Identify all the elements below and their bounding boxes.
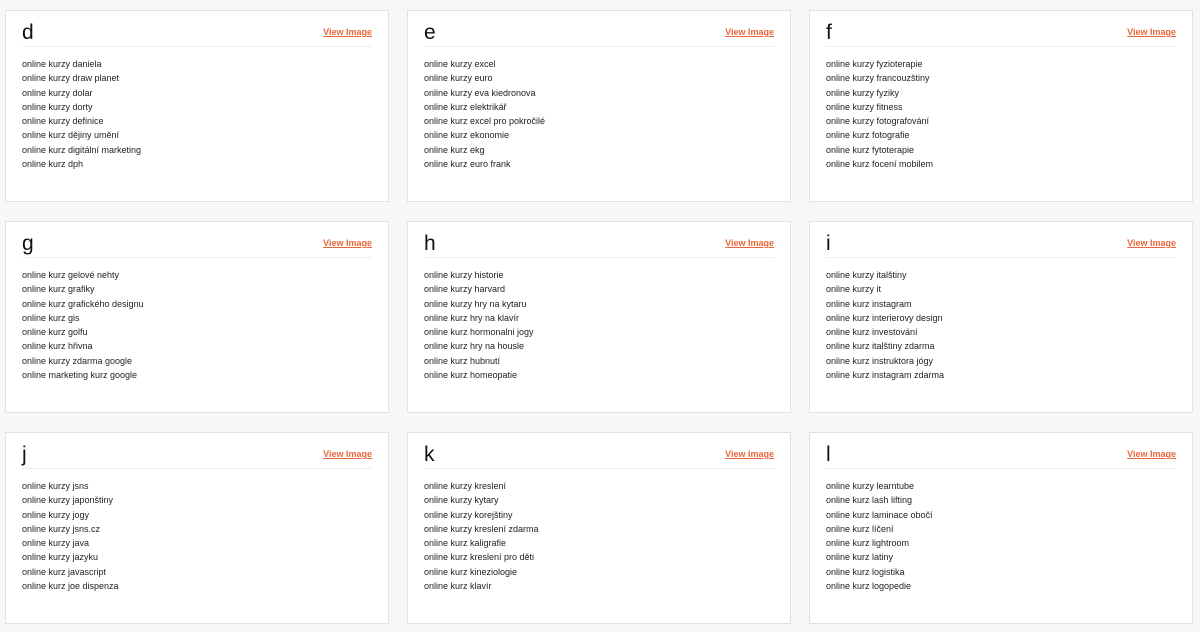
keyword-list-item: online kurzy eva kiedronova	[424, 87, 536, 98]
keyword-card-l	[809, 432, 1193, 624]
keyword-list-item: online kurzy dorty	[22, 101, 93, 112]
keyword-list-item: online kurz fotografie	[826, 130, 910, 141]
keyword-list-item: online kurz laminace obočí	[826, 509, 933, 520]
keyword-card-grid	[5, 10, 1195, 624]
card-header	[826, 433, 1176, 469]
keyword-list-item: online kurz gelové nehty	[22, 270, 120, 280]
view-image-link[interactable]: View Image	[725, 238, 774, 248]
card-header	[22, 11, 372, 47]
keyword-list-item: online kurz latiny	[826, 552, 894, 563]
keyword-card-h	[407, 221, 791, 413]
keyword-list	[424, 258, 774, 382]
keyword-list-item: online kurzy fotografování	[826, 116, 930, 127]
keyword-list-item: online kurz hubnutí	[424, 355, 501, 366]
card-letter-heading: h	[424, 232, 436, 255]
keyword-list-item: online kurzy harvard	[424, 284, 506, 295]
keyword-list	[22, 47, 372, 171]
view-image-link[interactable]: View Image	[1127, 238, 1176, 248]
keyword-list-item: online kurzy it	[826, 284, 882, 295]
keyword-list-item: online kurz instagram	[826, 298, 912, 309]
keyword-list-item: online kurzy jsns.cz	[22, 523, 101, 534]
keyword-list-item: online kurzy definice	[22, 116, 104, 127]
keyword-list-item: online kurzy francouzštiny	[826, 73, 930, 84]
card-letter-heading: f	[826, 21, 832, 44]
view-image-link[interactable]: View Image	[725, 27, 774, 37]
keyword-list-item: online kurz kineziologie	[424, 566, 518, 577]
keyword-card-j	[5, 432, 389, 624]
card-header	[22, 433, 372, 469]
keyword-list-item: online kurzy jogy	[22, 509, 90, 520]
keyword-list-item: online kurzy italštiny	[826, 270, 907, 280]
keyword-list-item: online kurzy korejštiny	[424, 509, 513, 520]
card-header	[424, 433, 774, 469]
card-header	[22, 222, 372, 258]
keyword-list	[22, 469, 372, 593]
card-header	[424, 11, 774, 47]
keyword-card-e	[407, 10, 791, 202]
keyword-list-item: online kurzy java	[22, 538, 90, 549]
keyword-list-item: online kurz golfu	[22, 327, 88, 338]
keyword-list-item: online kurzy jazyku	[22, 552, 99, 563]
card-letter-heading: l	[826, 443, 831, 466]
card-letter-heading: g	[22, 232, 34, 255]
card-header	[826, 11, 1176, 47]
keyword-list-item: online kurz javascript	[22, 566, 107, 577]
keyword-list-item: online kurzy kreslení	[424, 481, 507, 491]
keyword-list	[826, 469, 1176, 593]
keyword-list-item: online kurz focení mobilem	[826, 159, 934, 170]
keyword-list-item: online marketing kurz google	[22, 370, 138, 381]
keyword-list-item: online kurz excel pro pokročilé	[424, 116, 546, 127]
card-header	[826, 222, 1176, 258]
keyword-list-item: online kurz euro frank	[424, 159, 511, 170]
keyword-list-item: online kurz kreslení pro děti	[424, 552, 535, 563]
keyword-list-item: online kurzy kytary	[424, 495, 499, 506]
keyword-card-f	[809, 10, 1193, 202]
keyword-list-item: online kurzy excel	[424, 59, 496, 69]
view-image-link[interactable]: View Image	[1127, 449, 1176, 459]
keyword-list-item: online kurzy daniela	[22, 59, 102, 69]
keyword-list	[424, 469, 774, 593]
keyword-list-item: online kurzy draw planet	[22, 73, 120, 84]
card-letter-heading: e	[424, 21, 436, 44]
view-image-link[interactable]: View Image	[323, 238, 372, 248]
keyword-list-item: online kurz homeopatie	[424, 370, 518, 381]
keyword-list-item: online kurz dějiny umění	[22, 130, 120, 141]
keyword-list-item: online kurz dph	[22, 159, 84, 170]
keyword-card-g	[5, 221, 389, 413]
keyword-list-item: online kurzy hry na kytaru	[424, 298, 527, 309]
card-letter-heading: d	[22, 21, 34, 44]
keyword-list-item: online kurzy learntube	[826, 481, 915, 491]
keyword-list-item: online kurz grafiky	[22, 284, 95, 295]
keyword-list-item: online kurz kaligrafie	[424, 538, 507, 549]
keyword-list-item: online kurz logopedie	[826, 581, 912, 592]
card-header	[424, 222, 774, 258]
keyword-list-item: online kurz lightroom	[826, 538, 910, 549]
keyword-list-item: online kurzy jsns	[22, 481, 89, 491]
keyword-list-item: online kurz ekonomie	[424, 130, 510, 141]
keyword-list	[424, 47, 774, 171]
keyword-list-item: online kurzy historie	[424, 270, 504, 280]
view-image-link[interactable]: View Image	[725, 449, 774, 459]
keyword-list-item: online kurzy fitness	[826, 101, 903, 112]
keyword-list-item: online kurz investování	[826, 327, 918, 338]
keyword-list-item: online kurzy kreslení zdarma	[424, 523, 539, 534]
keyword-list-item: online kurz fytoterapie	[826, 144, 915, 155]
keyword-card-i	[809, 221, 1193, 413]
keyword-list-item: online kurz instruktora jógy	[826, 355, 934, 366]
keyword-list-item: online kurzy euro	[424, 73, 493, 84]
view-image-link[interactable]: View Image	[1127, 27, 1176, 37]
view-image-link[interactable]: View Image	[323, 449, 372, 459]
keyword-list-item: online kurz hormonalni jogy	[424, 327, 534, 338]
view-image-link[interactable]: View Image	[323, 27, 372, 37]
keyword-list	[826, 258, 1176, 382]
keyword-list-item: online kurz klavír	[424, 581, 492, 592]
keyword-list	[22, 258, 372, 382]
keyword-list	[826, 47, 1176, 171]
keyword-list-item: online kurzy fyzioterapie	[826, 59, 923, 69]
keyword-list-item: online kurz instagram zdarma	[826, 370, 945, 381]
keyword-list-item: online kurz hry na housle	[424, 341, 525, 352]
keyword-list-item: online kurz interierovy design	[826, 312, 943, 323]
card-letter-heading: j	[22, 443, 27, 466]
keyword-card-k	[407, 432, 791, 624]
card-letter-heading: k	[424, 443, 435, 466]
keyword-list-item: online kurz italštiny zdarma	[826, 341, 935, 352]
keyword-list-item: online kurzy dolar	[22, 87, 93, 98]
keyword-list-item: online kurz ekg	[424, 144, 485, 155]
keyword-list-item: online kurz lash lifting	[826, 495, 913, 506]
keyword-list-item: online kurz hry na klavír	[424, 312, 520, 323]
keyword-list-item: online kurzy fyziky	[826, 87, 900, 98]
keyword-list-item: online kurz digitální marketing	[22, 144, 142, 155]
keyword-list-item: online kurz elektrikář	[424, 101, 507, 112]
keyword-list-item: online kurz logistika	[826, 566, 905, 577]
keyword-list-item: online kurz hřivna	[22, 341, 93, 352]
keyword-list-item: online kurz grafického designu	[22, 298, 144, 309]
keyword-list-item: online kurzy japonštiny	[22, 495, 114, 506]
keyword-card-d	[5, 10, 389, 202]
keyword-list-item: online kurzy zdarma google	[22, 355, 133, 366]
card-letter-heading: i	[826, 232, 831, 255]
keyword-list-item: online kurz líčení	[826, 523, 894, 534]
keyword-list-item: online kurz joe dispenza	[22, 581, 119, 592]
keyword-list-item: online kurz gis	[22, 312, 80, 323]
